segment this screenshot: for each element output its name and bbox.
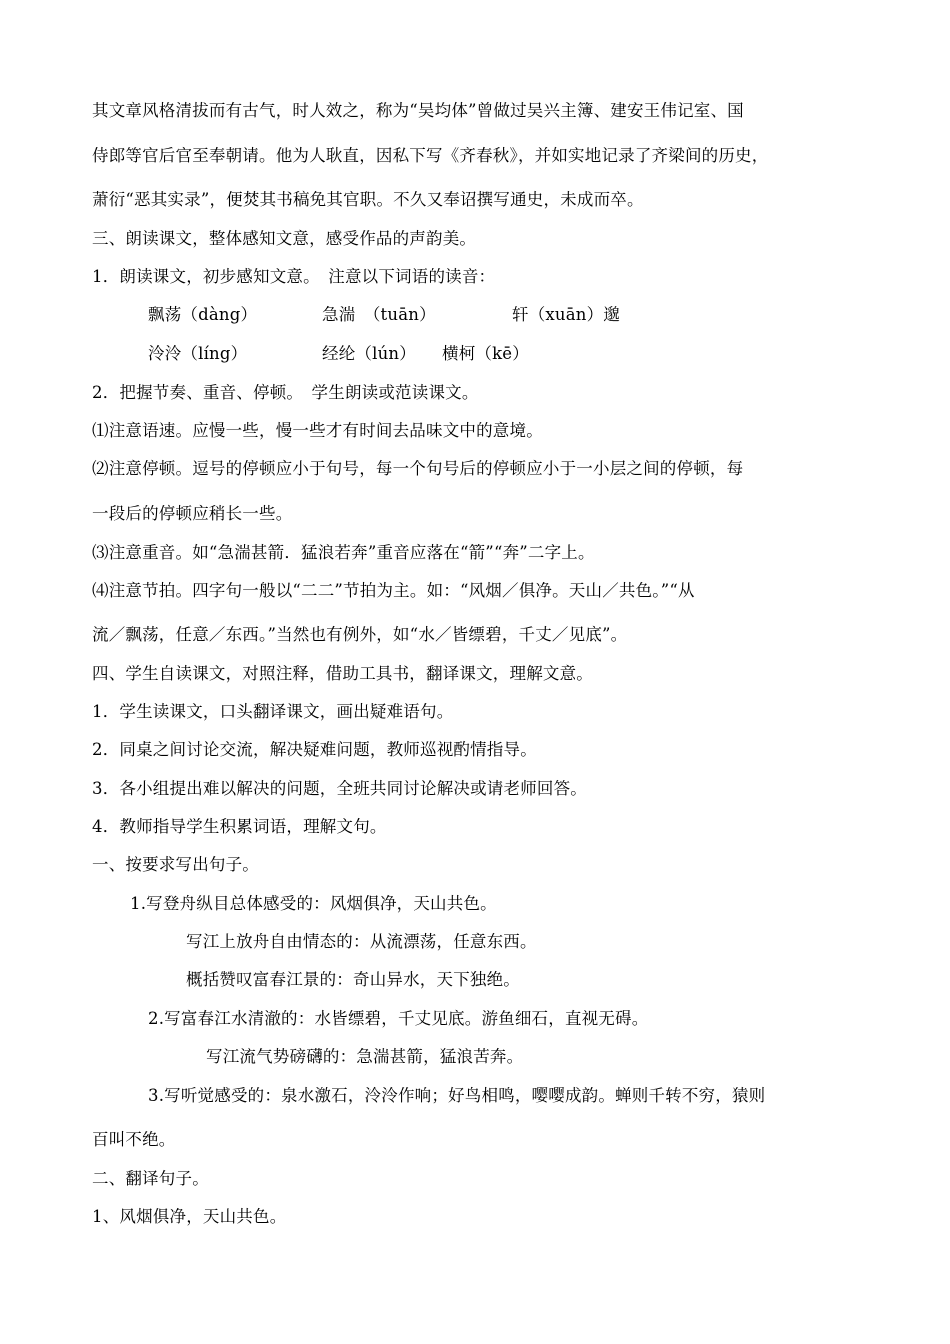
pinyin-row-2: [148, 344, 529, 364]
section4-item: 4．教师指导学生积累词语，理解文句。: [92, 817, 387, 836]
exercise1-answer-3: 概括赞叹富春江景的：奇山异水，天下独绝。: [186, 970, 520, 989]
section4-item: 1．学生读课文，口头翻译课文，画出疑难语句。: [92, 702, 454, 721]
section3-sub-3: ⑶注意重音。如“急湍甚箭．猛浪若奔”重音应落在“箭”“奔”二字上。: [92, 543, 595, 562]
section4-item: 3．各小组提出难以解决的问题，全班共同讨论解决或请老师回答。: [92, 779, 587, 798]
pinyin-word: 经纶（lún）: [322, 344, 416, 363]
section3-sub-4-line-1: ⑷注意节拍。四字句一般以“二二”节拍为主。如：“风烟／俱净。天山／共色。”“从: [92, 581, 695, 600]
section3-heading: 三、朗读课文，整体感知文意，感受作品的声韵美。: [92, 229, 477, 248]
intro-line-2: 侍郎等官后官至奉朝请。他为人耿直，因私下写《齐春秋》，并如实地记录了齐梁间的历史，: [92, 146, 769, 165]
section3-item-2: 2．把握节奏、重音、停顿。 学生朗读或范读课文。: [92, 383, 479, 402]
exercise1-answer-6-line-2: 百叫不绝。: [92, 1130, 176, 1149]
intro-line-3: 萧衍“恶其实录”，便焚其书稿免其官职。不久又奉诏撰写通史，未成而卒。: [92, 190, 644, 209]
pinyin-row-1: [148, 305, 620, 325]
exercise1-heading: 一、按要求写出句子。: [92, 855, 259, 874]
pinyin-word: 急湍 （tuān）: [322, 305, 436, 324]
pinyin-word: 飘荡（dàng）: [148, 305, 258, 324]
exercise1-answer-5: 写江流气势磅礴的：急湍甚箭，猛浪苦奔。: [206, 1047, 524, 1066]
exercise1-answer-6-line-1: 3.写听觉感受的：泉水激石，泠泠作响；好鸟相鸣，嘤嘤成韵。蝉则千转不穷，猿则: [148, 1086, 766, 1105]
intro-line-1: 其文章风格清拔而有古气，时人效之，称为“吴均体”曾做过吴兴主簿、建安王伟记室、国: [92, 101, 744, 120]
section3-sub-1: ⑴注意语速。应慢一些，慢一些才有时间去品味文中的意境。: [92, 421, 543, 440]
exercise1-answer-4: 2.写富春江水清澈的：水皆缥碧，千丈见底。游鱼细石，直视无碍。: [148, 1009, 649, 1028]
exercise2-heading: 二、翻译句子。: [92, 1169, 209, 1188]
section3-item-1: 1．朗读课文，初步感知文意。 注意以下词语的读音：: [92, 267, 496, 286]
section4-heading: 四、学生自读课文，对照注释，借助工具书，翻译课文，理解文意。: [92, 664, 593, 683]
pinyin-word: 轩（xuān）邈: [512, 305, 620, 324]
pinyin-word: 泠泠（líng）: [148, 344, 248, 363]
section3-sub-4-line-2: 流／飘荡，任意／东西。”当然也有例外，如“水／皆缥碧，千丈／见底”。: [92, 625, 628, 644]
section3-sub-2-line-2: 一段后的停顿应稍长一些。: [92, 504, 293, 523]
exercise1-answer-1: 1.写登舟纵目总体感受的：风烟俱净，天山共色。: [130, 894, 497, 913]
exercise2-item-1: 1、风烟俱净，天山共色。: [92, 1207, 287, 1226]
pinyin-word: 横柯（kē）: [442, 344, 529, 363]
section4-item: 2．同桌之间讨论交流，解决疑难问题，教师巡视酌情指导。: [92, 740, 537, 759]
section3-sub-2-line-1: ⑵注意停顿。逗号的停顿应小于句号，每一个句号后的停顿应小于一小层之间的停顿，每: [92, 459, 744, 478]
exercise1-answer-2: 写江上放舟自由情态的：从流漂荡，任意东西。: [186, 932, 537, 951]
